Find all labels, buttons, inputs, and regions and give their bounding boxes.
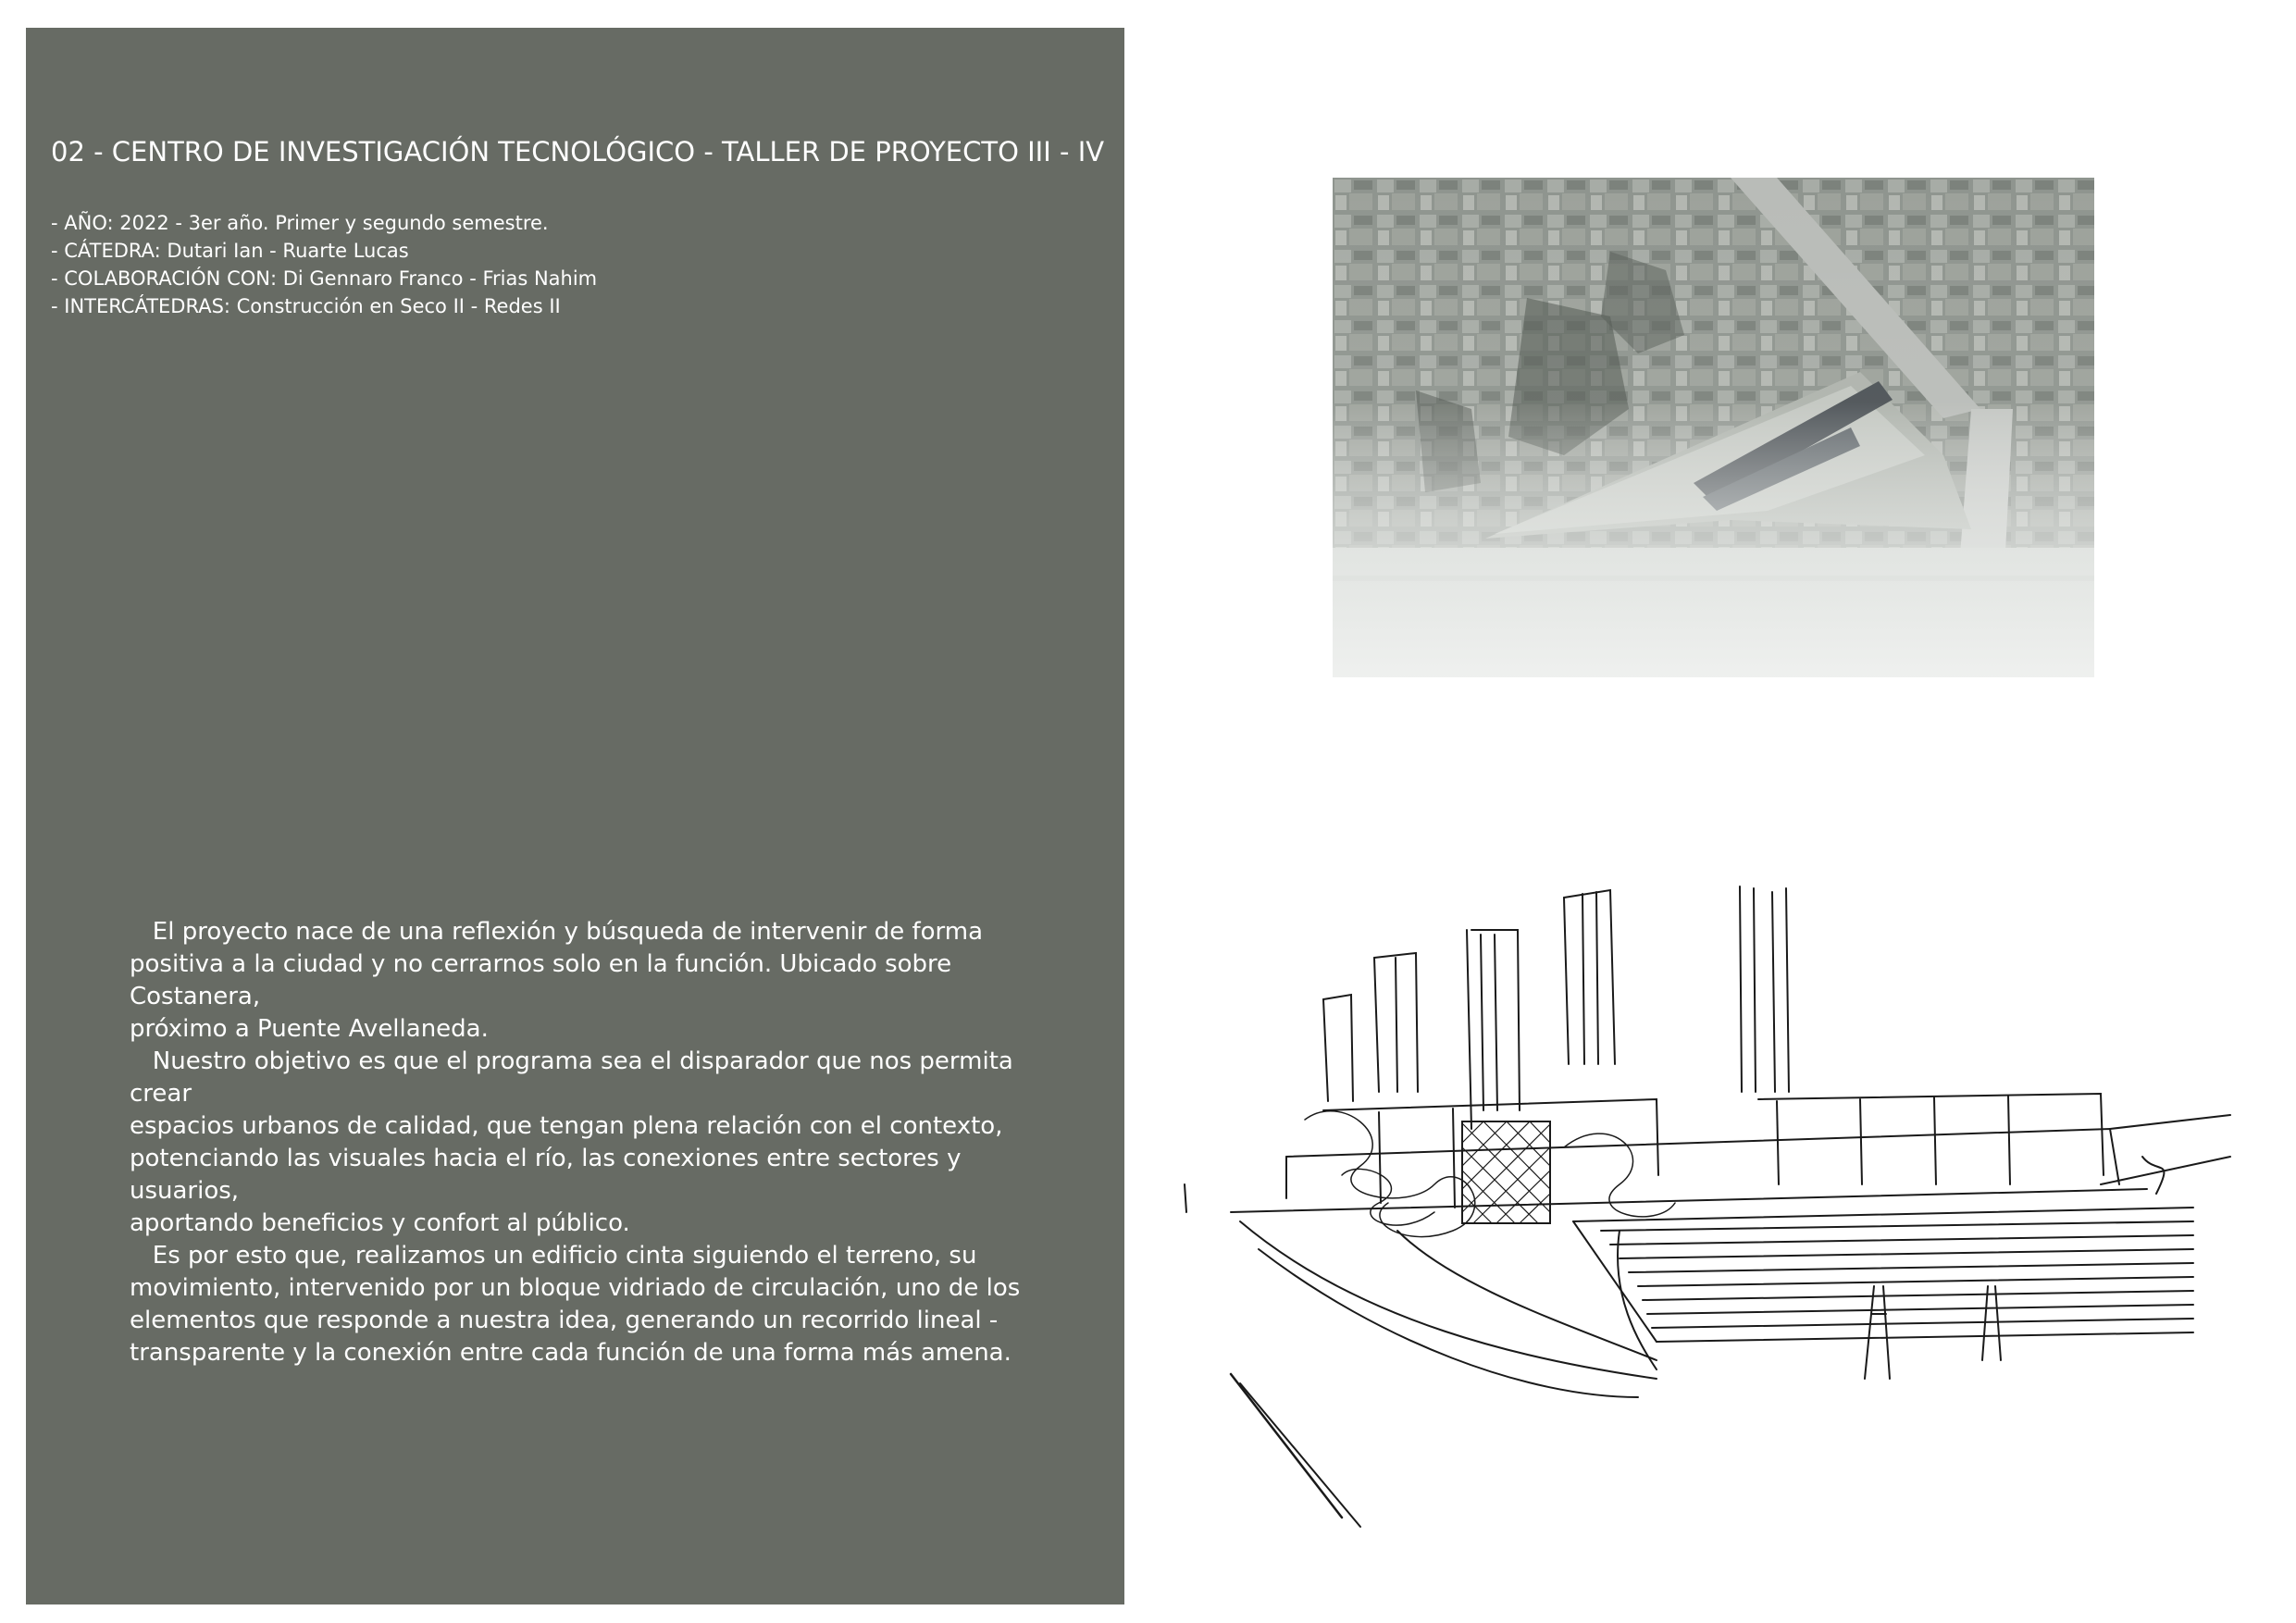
description-line: potenciando las visuales hacia el río, las conexiones entre sectores y usuarios, <box>130 1145 969 1205</box>
project-title: 02 - CENTRO DE INVESTIGACIÓN TECNOLÓGICO - TALLER DE PROYECTO III - IV <box>51 136 1105 167</box>
meta-colaboracion: - COLABORACIÓN CON: Di Gennaro Franco - Frias Nahim <box>51 267 598 290</box>
project-meta <box>51 209 1069 320</box>
perspective-sketch <box>1175 879 2240 1545</box>
description-line: espacios urbanos de calidad, que tengan plena relación con el contexto, <box>130 1112 1003 1140</box>
meta-intercatedras: - INTERCÁTEDRAS: Construcción en Seco II - Redes II <box>51 295 561 317</box>
meta-catedra: - CÁTEDRA: Dutari Ian - Ruarte Lucas <box>51 240 409 262</box>
description-line: Costanera, <box>130 983 261 1010</box>
description-line: aportando beneficios y confort al público. <box>130 1209 630 1237</box>
description-line: Nuestro objetivo es que el programa sea el disparador que nos permita crear <box>130 1047 1022 1108</box>
project-description <box>130 916 1055 1369</box>
meta-year: - AÑO: 2022 - 3er año. Primer y segundo semestre. <box>51 212 549 234</box>
description-line: El proyecto nace de una reflexión y búsqueda de intervenir de forma <box>130 918 984 946</box>
description-line: movimiento, intervenido por un bloque vidriado de circulación, uno de los <box>130 1274 1021 1302</box>
description-line: transparente y la conexión entre cada función de una forma más amena. <box>130 1339 1011 1367</box>
description-line: próximo a Puente Avellaneda. <box>130 1015 489 1043</box>
aerial-site-image <box>1333 178 2094 677</box>
description-line: positiva a la ciudad y no cerrarnos solo en la función. Ubicado sobre <box>130 950 952 978</box>
description-line: Es por esto que, realizamos un edificio cinta siguiendo el terreno, su <box>130 1242 977 1270</box>
description-line: elementos que responde a nuestra idea, generando un recorrido lineal - <box>130 1307 999 1334</box>
